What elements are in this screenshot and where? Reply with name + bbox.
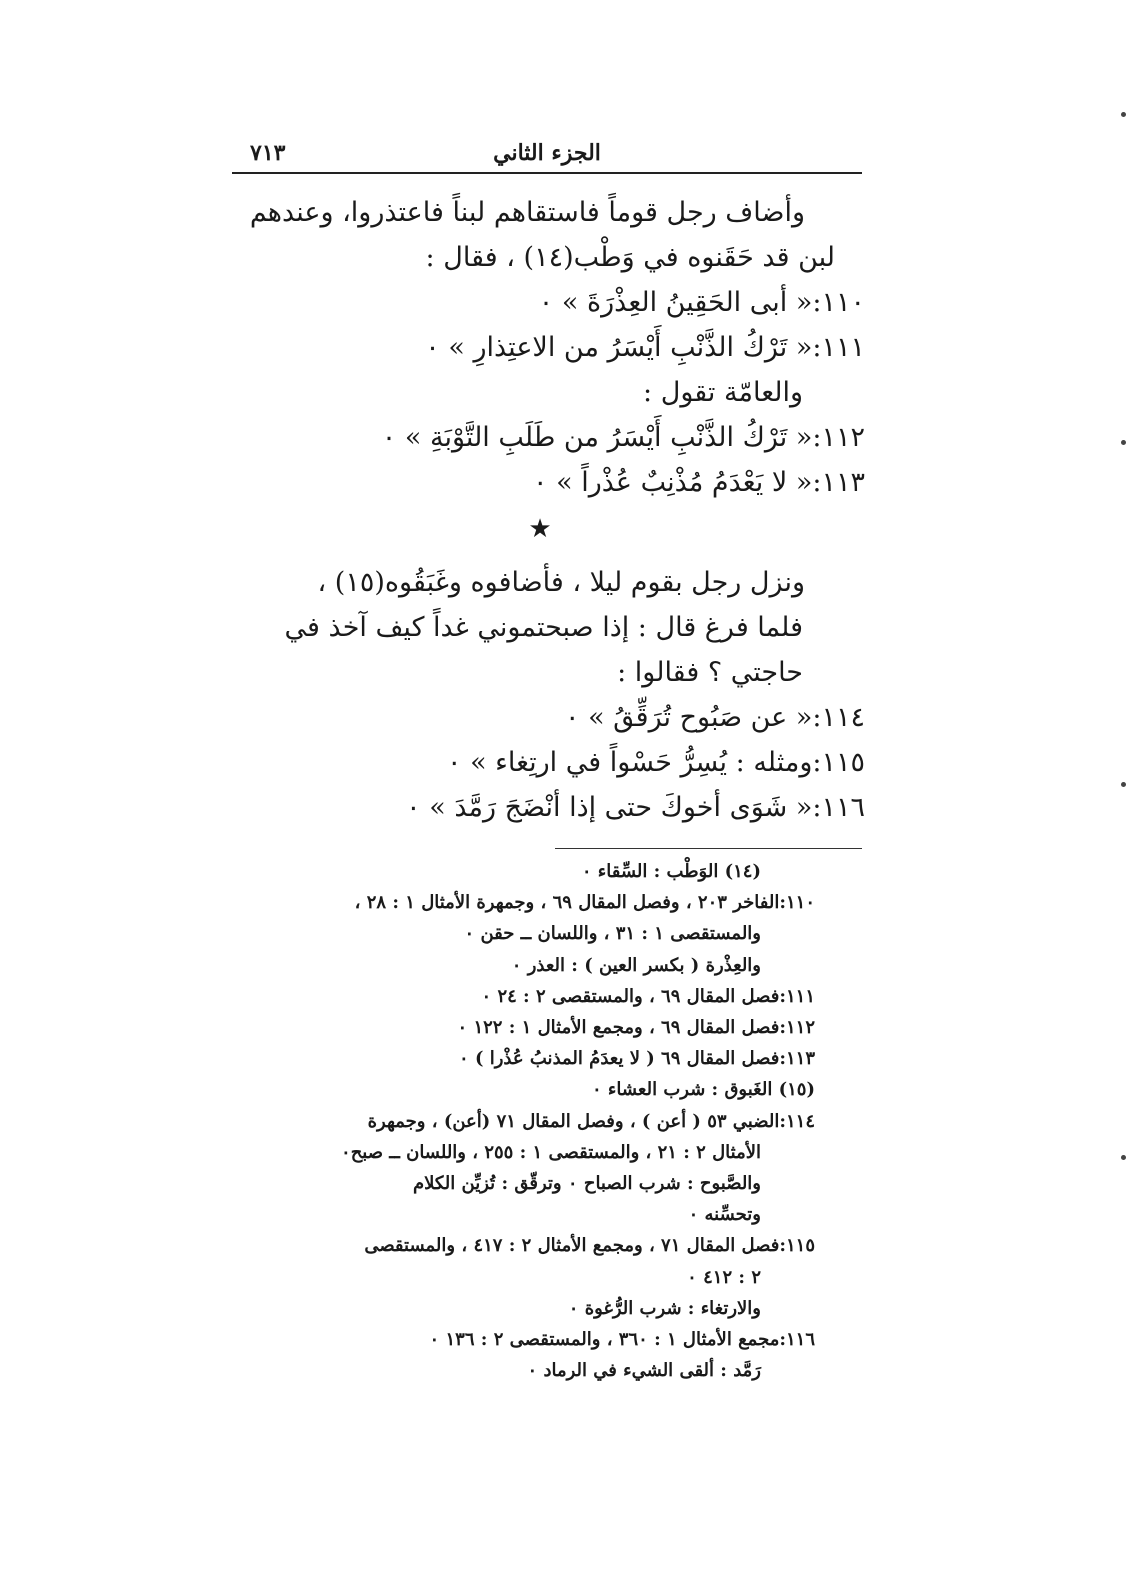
- proverb-line: ١١٥:ومثله : يُسِرُّ حَسْواً في ارتِغاء » ٠: [446, 747, 865, 778]
- footnote-line: ١١٦:مجمع الأمثال ١ : ٣٦٠ ، والمستقصى ٢ : ١٣٦ ٠: [429, 1329, 815, 1351]
- footnote-line: ١١٤:الضبي ٥٣ ( أعن ) ، وفصل المقال ٧١ (أعن) ، وجمهرة: [367, 1110, 815, 1132]
- proverb-line: ١١٣:« لا يَعْدَمُ مُذْنِبٌ عُذْراً » ٠: [533, 467, 865, 498]
- scan-margin-dot: [1121, 1155, 1126, 1160]
- proverb-line: ١١٤:« عن صَبُوح تُرَقِّقُ » ٠: [564, 702, 865, 733]
- paragraph-line: لبن قد حَقَنوه في وَطْب(١٤) ، فقال :: [425, 242, 835, 273]
- proverb-line: ١١٦:« شَوَى أخوكَ حتى إذا أنْضَجَ رَمَّدَ » ٠: [406, 792, 865, 823]
- page-number: ٧١٣: [250, 140, 286, 166]
- footnote-line: والمستقصى ١ : ٣١ ، واللسان ــ حقن ٠: [464, 923, 761, 945]
- proverb-line: ١١٢:« تَرْكُ الذَّنْبِ أَيْسَرُ من طَلَبِ التَّوْبَةِ » ٠: [381, 422, 865, 453]
- footnote-line: والعِذْرة ( بكسر العين ) : العذر ٠: [511, 954, 761, 976]
- footnote-line: رَمَّد : ألقى الشيء في الرماد ٠: [527, 1360, 761, 1382]
- scan-margin-dot: [1121, 112, 1126, 117]
- footnote-line: ١١٢:فصل المقال ٦٩ ، ومجمع الأمثال ١ : ١٢٢ ٠: [457, 1017, 815, 1039]
- footnote-line: ١١٠:الفاخر ٢٠٣ ، وفصل المقال ٦٩ ، وجمهرة الأمثال ١ : ٢٨ ،: [354, 892, 815, 914]
- proverb-line: ١١٠:« أبى الحَقِينُ العِذْرَةَ » ٠: [538, 287, 865, 318]
- proverb-line: ١١١:« تَرْكُ الذَّنْبِ أَيْسَرُ من الاعتِذارِ » ٠: [425, 332, 865, 363]
- scan-margin-dot: [1121, 440, 1126, 445]
- footnote-line: والارتغاء : شرب الرُّغوة ٠: [568, 1297, 761, 1319]
- running-head: [232, 140, 862, 174]
- footnote-line: (١٥) الغَبوق : شرب العشاء ٠: [591, 1079, 815, 1101]
- footnote-line: والصَّبوح : شرب الصباح ٠ وترقّق : تُزيِّن الكلام: [412, 1173, 761, 1195]
- footnote-line: (١٤) الوَطْب : السِّقاء ٠: [581, 861, 761, 882]
- section-star: ★: [528, 514, 552, 544]
- header-rule: [232, 172, 862, 174]
- paragraph-line: وأضاف رجل قوماً فاستقاهم لبناً فاعتذروا، وعندهم: [249, 197, 805, 228]
- main-text: [215, 190, 865, 830]
- footnote-line: وتحسِّنه ٠: [688, 1204, 761, 1226]
- scan-margin-dot: [1121, 782, 1126, 787]
- footnote-line: ١١٣:فصل المقال ٦٩ ( لا يعدَمُ المذنبُ عُذْرا ) ٠: [459, 1048, 815, 1070]
- paragraph-line: حاجتي ؟ فقالوا :: [617, 657, 803, 688]
- paragraph-line: والعامّة تقول :: [643, 377, 803, 408]
- running-head-title: الجزء الثاني: [493, 140, 601, 166]
- footnote-line: الأمثال ٢ : ٢١ ، والمستقصى ١ : ٢٥٥ ، واللسان ــ صبح٠: [341, 1141, 761, 1163]
- footnotes: [215, 856, 815, 1386]
- paragraph-line: ونزل رجل بقوم ليلا ، فأضافوه وغَبَقُوه(١٥) ،: [317, 567, 805, 598]
- footnote-rule: [555, 848, 862, 849]
- footnote-line: ١١٥:فصل المقال ٧١ ، ومجمع الأمثال ٢ : ٤١٧ ، والمستقصى: [364, 1235, 815, 1257]
- footnote-line: ٢ : ٤١٢ ٠: [687, 1266, 761, 1288]
- footnote-line: ١١١:فصل المقال ٦٩ ، والمستقصى ٢ : ٢٤ ٠: [481, 985, 815, 1007]
- paragraph-line: فلما فرغ قال : إذا صبحتموني غداً كيف آخذ في: [284, 612, 803, 643]
